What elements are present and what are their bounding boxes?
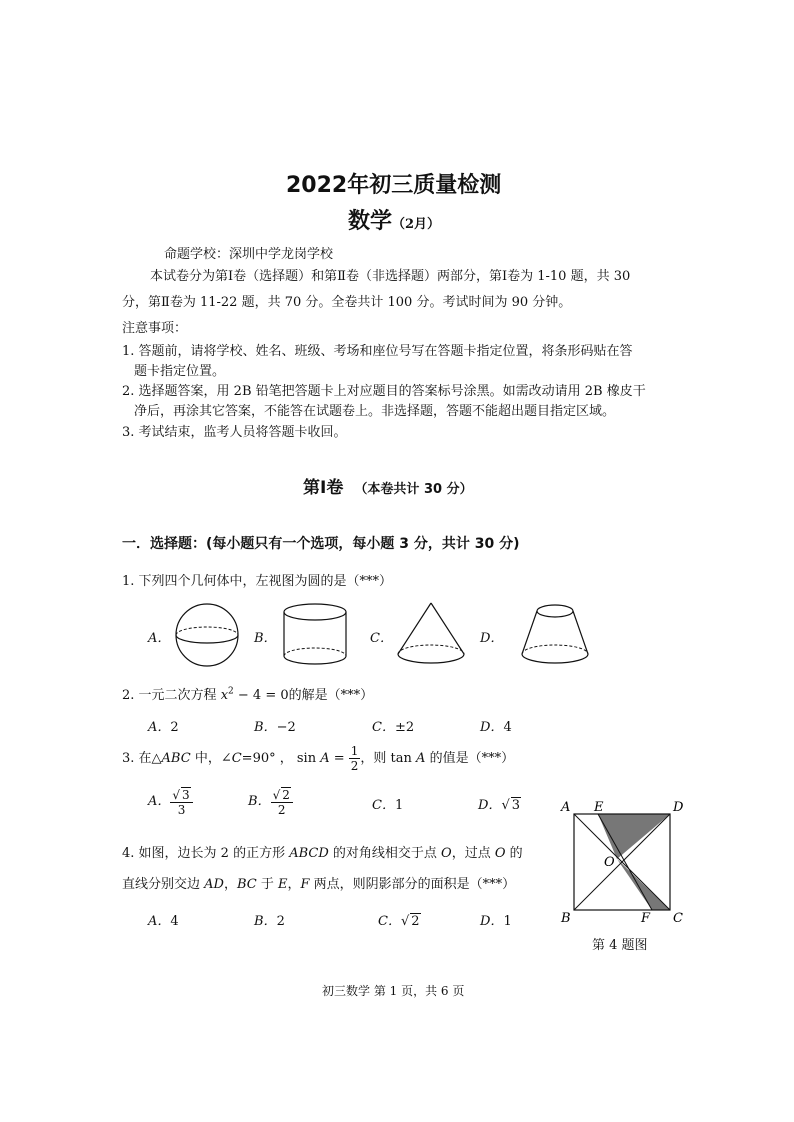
q4-option-d: [480, 910, 512, 929]
q4-text: 的对角线相交于点: [328, 846, 442, 861]
q4-figure: [556, 798, 688, 928]
cone-icon: [394, 600, 468, 670]
note-3: 3. 考试结束，监考人员将答题卡收回。: [122, 425, 347, 440]
q4-side-ad: AD: [204, 877, 224, 892]
q3-fraction: [349, 744, 361, 773]
point-e-label: E: [594, 800, 604, 815]
fraction-denominator: 3: [177, 802, 186, 817]
q3-text: =90° ， sin: [241, 751, 321, 766]
q2-eq-x: x: [220, 688, 229, 703]
part1-title: 第Ⅰ卷: [303, 478, 344, 498]
school-line: 命题学校：深圳中学龙岗学校: [164, 247, 334, 262]
sqrt-radicand: 2: [282, 787, 290, 802]
intro-line-2: 分，第Ⅱ卷为 11-22 题，共 70 分。全卷共计 100 分。考试时间为 90 分钟。: [122, 295, 572, 310]
q4-square: ABCD: [289, 846, 329, 861]
note-2a: 2. 选择题答案，用 2B 铅笔把答题卡上对应题目的答案标号涂黑。如需改动请用 2B 橡皮干: [122, 384, 646, 399]
q3-option-d: D．√ 3: [478, 798, 521, 813]
note-1a: 1. 答题前，请将学校、姓名、班级、考场和座位号写在答题卡指定位置，将条形码贴在答: [122, 344, 633, 359]
q3-text: 的值是（***）: [425, 751, 515, 766]
q3-angle-a: A: [320, 751, 330, 766]
q3-angle-a: A: [416, 751, 426, 766]
q4-point-f: F: [300, 877, 310, 892]
option-value: 2: [170, 720, 179, 735]
option-value: 1: [503, 914, 512, 929]
point-b-label: B: [561, 911, 571, 926]
option-value: 4: [503, 720, 512, 735]
option-value: ±2: [394, 720, 415, 735]
option-label: D．: [480, 914, 504, 929]
q4-option-b: [254, 910, 285, 929]
option-label: D．: [478, 798, 502, 813]
q3-option-b: [248, 782, 293, 822]
q3-text: 中，∠: [190, 751, 232, 766]
q4-option-c: C．√ 2: [378, 914, 420, 929]
page-footer: 初三数学 第 1 页，共 6 页: [322, 984, 465, 998]
option-label: A．: [148, 794, 171, 809]
fraction-denominator: 2: [350, 759, 359, 773]
cylinder-icon: [280, 602, 350, 668]
q3-stem: [122, 742, 514, 776]
q4-point-e: E: [277, 877, 288, 892]
q2-option-a: [148, 716, 179, 735]
option-value: 2: [276, 914, 285, 929]
option-label: C．: [372, 798, 395, 813]
point-d-label: D: [673, 800, 684, 815]
option-label: C．: [372, 720, 395, 735]
q4-text: 4. 如图，边长为 2 的正方形: [122, 846, 290, 861]
note-2b: 净后，再涂其它答案，不能答在试题卷上。非选择题，答题不能超出题目指定区域。: [134, 404, 616, 419]
q2-option-b: [254, 716, 296, 735]
q4-line-2: [122, 873, 515, 892]
option-label: C．: [378, 914, 401, 929]
section1-heading: 一．选择题：(每小题只有一个选项，每小题 3 分，共计 30 分): [122, 536, 520, 552]
q4-side-bc: BC: [236, 877, 257, 892]
q4-text: ，过点: [451, 846, 495, 861]
q3-text: ，则 tan: [360, 751, 417, 766]
q4-text: 两点，则阴影部分的面积是（***）: [309, 877, 516, 892]
q4-figure-caption: 第 4 题图: [592, 938, 648, 953]
q2-eq-rest: − 4 = 0: [233, 688, 289, 703]
q3-text: =: [329, 751, 349, 766]
q2-option-c: [372, 716, 414, 735]
sqrt-radicand: 3: [511, 798, 521, 813]
sphere-icon: [172, 600, 242, 670]
intro-line-1: 本试卷分为第Ⅰ卷（选择题）和第Ⅱ卷（非选择题）两部分，第Ⅰ卷为 1-10 题，共 30: [150, 269, 631, 284]
shaded-triangle-top: [598, 814, 670, 859]
q4-option-a: [148, 910, 179, 929]
q4-point-o: O: [441, 846, 452, 861]
point-c-label: C: [673, 911, 683, 926]
point-a-label: A: [561, 800, 571, 815]
subject-title: [348, 204, 440, 235]
subject-note: （2月）: [392, 217, 441, 232]
sqrt-radicand: 3: [182, 787, 190, 802]
q3-text: 3. 在△: [122, 751, 162, 766]
q1-option-c-label: C．: [370, 631, 393, 646]
q1-option-a-label: A．: [148, 631, 171, 646]
q2-stem-pre: 2. 一元二次方程: [122, 688, 217, 703]
fraction-numerator: 1: [350, 744, 359, 758]
part1-header: [303, 473, 473, 498]
option-value: −2: [276, 720, 296, 735]
fraction-denominator: 2: [277, 802, 286, 817]
q4-text: 的: [505, 846, 523, 861]
q3-option-a: [148, 782, 193, 822]
option-value: 1: [394, 798, 404, 813]
option-label: B．: [254, 914, 277, 929]
page-title: 2022年初三质量检测: [286, 173, 502, 198]
frustum-icon: [518, 600, 592, 670]
q2-stem-post: 的解是（***）: [288, 688, 374, 703]
q2-option-d: [480, 716, 512, 735]
q4-text: ，: [223, 877, 237, 892]
q4-text: 于: [256, 877, 278, 892]
q3-option-c: [372, 794, 403, 813]
option-label: A．: [148, 720, 171, 735]
q4-text: 直线分别交边: [122, 877, 205, 892]
q2-eq-sup: 2: [228, 686, 234, 697]
q4-text: ，: [287, 877, 301, 892]
option-label: A．: [148, 914, 171, 929]
q4-point-o: O: [494, 846, 506, 861]
q1-option-d-label: D．: [480, 631, 504, 646]
notes-heading: 注意事项：: [122, 321, 188, 336]
option-label: D．: [480, 720, 504, 735]
q1-option-b-label: B．: [254, 631, 277, 646]
part1-note: （本卷共计 30 分）: [354, 482, 473, 497]
option-label: B．: [254, 720, 277, 735]
q1-stem: 1. 下列四个几何体中，左视图为圆的是（***）: [122, 574, 393, 589]
option-value: 4: [170, 914, 179, 929]
point-o-label: O: [604, 855, 615, 870]
point-f-label: F: [641, 911, 651, 926]
subject-label: 数学: [348, 209, 393, 234]
option-label: B．: [248, 794, 271, 809]
note-1b: 题卡指定位置。: [134, 364, 226, 379]
option-fraction: $\frac{√ 2}{2}$: [271, 787, 293, 817]
sqrt-radicand: 2: [411, 914, 420, 929]
option-fraction: $\frac{√ 3}{3}$: [170, 787, 192, 817]
q3-triangle: ABC: [161, 751, 191, 766]
q4-line-1: [122, 842, 523, 861]
q2-stem: [122, 684, 373, 703]
q3-angle-c: C: [231, 751, 242, 766]
